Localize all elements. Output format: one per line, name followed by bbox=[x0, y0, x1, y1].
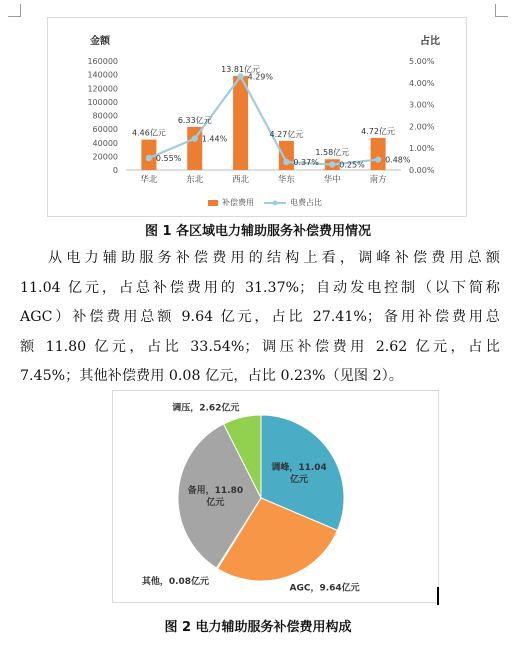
body-paragraph bbox=[20, 244, 500, 392]
line-point bbox=[375, 156, 381, 162]
y-left-tick-label: 60000 bbox=[92, 125, 118, 135]
paragraph-line: 11.04 亿元，占总补偿费用的 31.37%；自动发电控制（以下简称 bbox=[20, 279, 500, 296]
line-point bbox=[283, 159, 289, 165]
legend-swatch-point bbox=[273, 201, 278, 206]
line-point bbox=[146, 155, 152, 161]
line-data-label: 1.44% bbox=[201, 134, 228, 144]
line-point bbox=[237, 73, 243, 79]
pie-data-label: AGC，9.64亿元 bbox=[289, 583, 360, 594]
y-left-tick-label: 80000 bbox=[92, 111, 118, 121]
legend-label: 补偿费用 bbox=[222, 198, 254, 207]
y-right-tick-label: 4.00% bbox=[409, 78, 435, 88]
pie-data-label: 调峰，11.04 bbox=[271, 462, 327, 473]
bar-data-label: 4.72亿元 bbox=[361, 126, 395, 136]
y-left-tick-label: 140000 bbox=[87, 70, 118, 80]
pie-data-label: 备用，11.80 bbox=[187, 485, 244, 496]
bar-data-label: 13.81亿元 bbox=[221, 64, 261, 74]
bar-compensation bbox=[187, 127, 202, 170]
y-left-axis-label: 金额 bbox=[90, 36, 110, 47]
line-data-label: 0.55% bbox=[155, 154, 182, 164]
y-right-tick-label: 0.00% bbox=[409, 166, 435, 175]
paragraph-line: 7.45%；其他补偿费用 0.08 亿元，占比 0.23%（见图 2）。 bbox=[20, 368, 403, 385]
paragraph-line: AGC）补偿费用总额 9.64 亿元，占比 27.41%；备用补偿费用总 bbox=[20, 309, 500, 326]
line-point bbox=[192, 135, 198, 141]
y-left-tick-label: 120000 bbox=[87, 84, 118, 94]
y-left-tick-label: 0 bbox=[112, 166, 118, 175]
x-category-label: 南方 bbox=[369, 175, 387, 185]
figure1-chart-svg bbox=[48, 18, 468, 218]
line-point bbox=[329, 161, 335, 167]
bar-compensation bbox=[279, 141, 294, 170]
line-data-label: 0.25% bbox=[339, 160, 365, 170]
y-right-tick-label: 3.00% bbox=[409, 100, 435, 110]
y-left-tick-label: 100000 bbox=[87, 97, 118, 107]
legend-swatch-bar bbox=[208, 200, 218, 206]
figure2-chart-svg bbox=[113, 391, 440, 604]
bar-data-label: 1.58亿元 bbox=[315, 148, 350, 158]
paragraph-line: 从电力辅助服务补偿费用的结构上看，调峰补偿费用总额 bbox=[48, 250, 500, 266]
figure1-caption: 图 1 各区域电力辅助服务补偿费用情况 bbox=[144, 224, 372, 239]
line-data-label: 4.29% bbox=[247, 72, 274, 82]
bar-data-label: 4.27亿元 bbox=[269, 129, 304, 139]
bar-data-label: 4.46亿元 bbox=[132, 128, 166, 138]
paragraph-line: 额 11.80 亿元，占比 33.54%；调压补偿费用 2.62 亿元，占比 bbox=[20, 338, 500, 355]
legend-label: 电费占比 bbox=[290, 198, 322, 207]
figure2-caption: 图 2 电力辅助服务补偿费用构成 bbox=[164, 620, 352, 635]
pie-data-label: 亿元 bbox=[206, 497, 225, 508]
figure1-chart bbox=[47, 17, 467, 217]
line-data-label: 0.48% bbox=[385, 155, 411, 165]
y-left-tick-label: 40000 bbox=[92, 138, 118, 148]
crop-mark-top-right bbox=[495, 4, 508, 17]
figure2-chart bbox=[112, 390, 439, 603]
y-left-tick-label: 160000 bbox=[87, 57, 118, 66]
crop-mark-top-left bbox=[8, 4, 21, 17]
x-category-label: 华东 bbox=[277, 175, 295, 185]
text-cursor bbox=[437, 587, 439, 605]
bar-compensation bbox=[233, 76, 248, 170]
line-data-label: 0.37% bbox=[293, 157, 319, 167]
pie-data-label: 其他，0.08亿元 bbox=[141, 577, 210, 588]
y-right-tick-label: 1.00% bbox=[409, 144, 435, 154]
pie-data-label: 调压，2.62亿元 bbox=[172, 403, 240, 414]
x-category-label: 西北 bbox=[232, 175, 250, 185]
y-left-tick-label: 20000 bbox=[92, 152, 118, 162]
x-category-label: 华中 bbox=[323, 175, 341, 185]
bar-data-label: 6.33亿元 bbox=[177, 115, 212, 125]
bar-compensation bbox=[371, 138, 386, 170]
pie-data-label: 亿元 bbox=[290, 474, 309, 485]
x-category-label: 华北 bbox=[140, 175, 158, 185]
y-right-tick-label: 2.00% bbox=[409, 122, 435, 132]
y-right-tick-label: 5.00% bbox=[409, 57, 435, 66]
y-right-axis-label: 占比 bbox=[420, 36, 440, 47]
x-category-label: 东北 bbox=[186, 175, 204, 185]
